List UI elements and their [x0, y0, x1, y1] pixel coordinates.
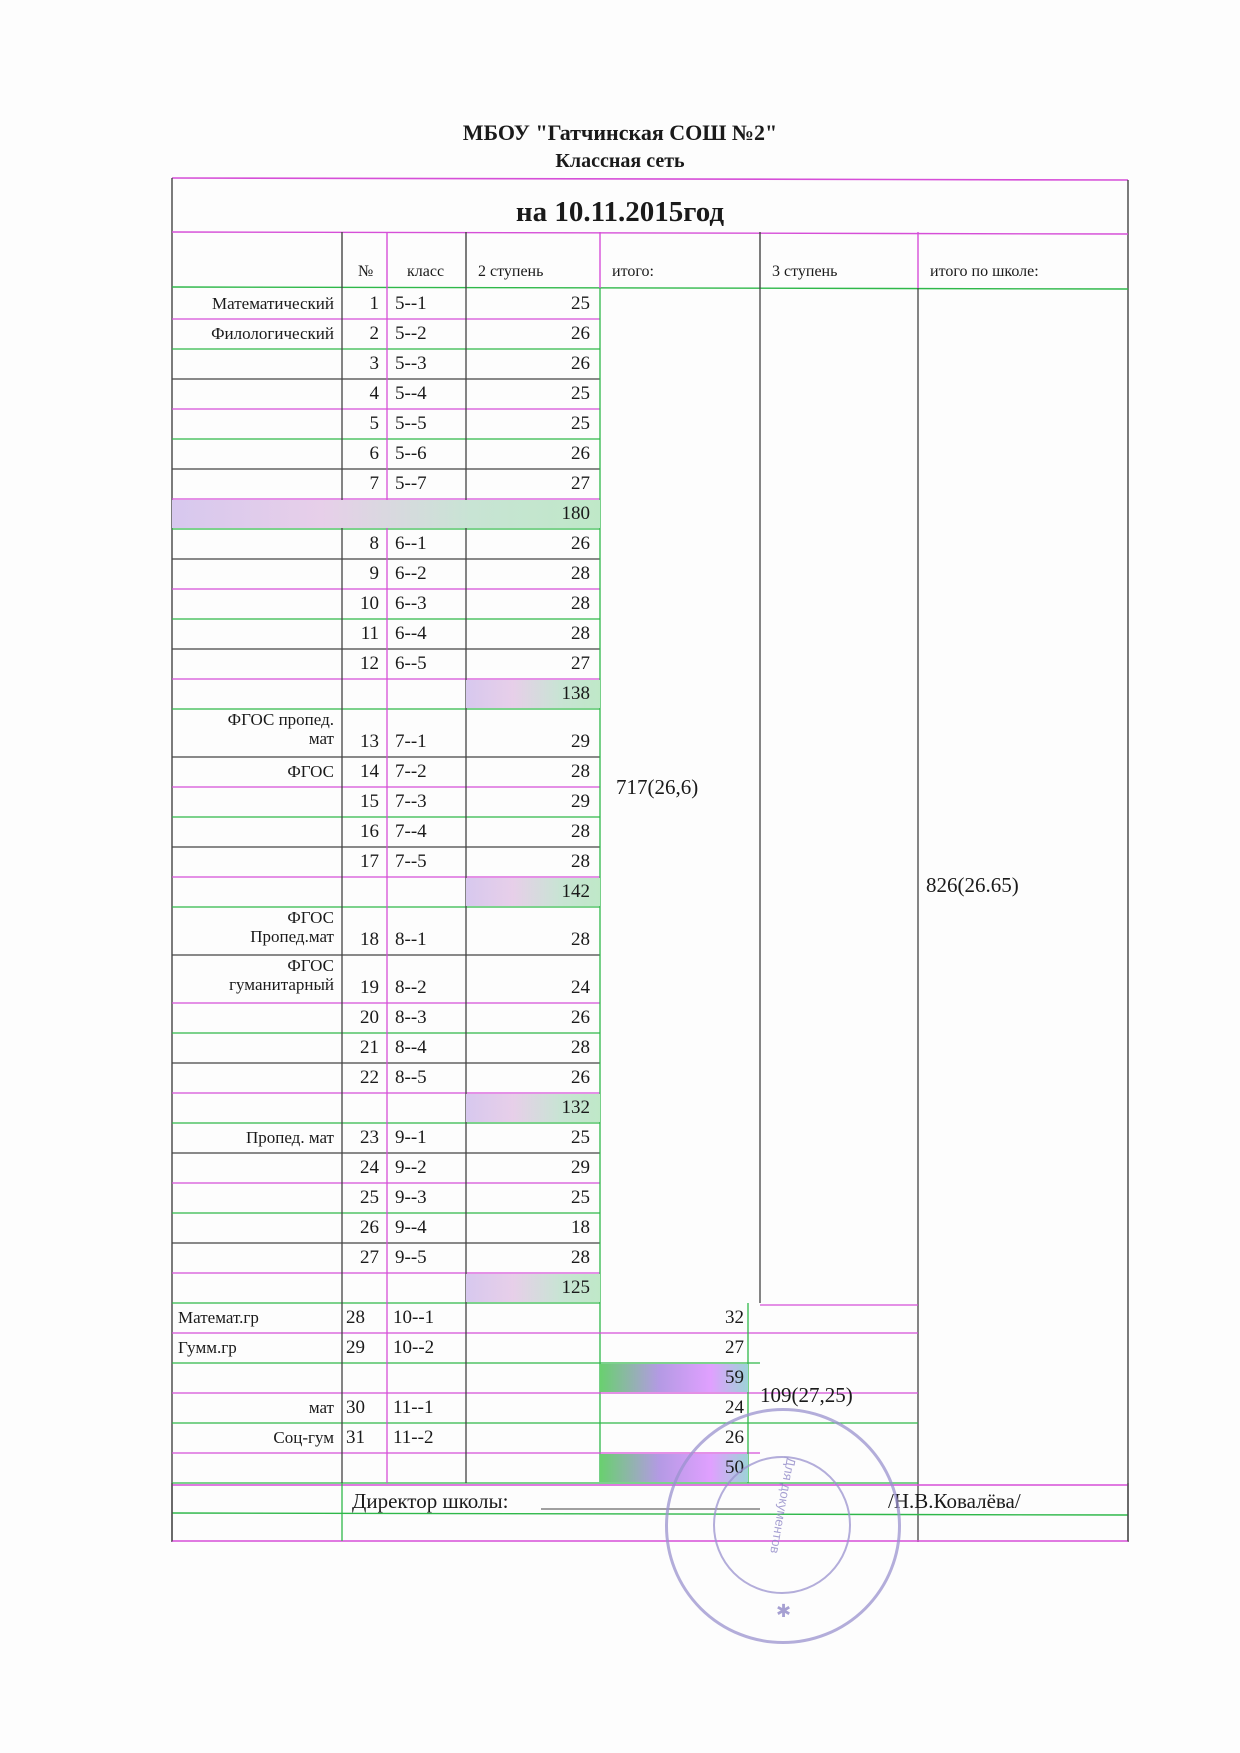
- document-subtitle: Классная сеть: [555, 150, 685, 172]
- class-number: 19: [360, 977, 379, 998]
- column-class-header: класс: [407, 263, 445, 280]
- stage3-total: 109(27,25): [760, 1383, 853, 1407]
- class-name: 5--4: [395, 383, 427, 404]
- class-number: 9: [369, 563, 379, 584]
- profile-label: Соц-гум: [273, 1428, 334, 1447]
- seal-text: Для документов: [767, 1456, 799, 1556]
- class-number: 10: [360, 593, 379, 614]
- student-count: 28: [571, 821, 590, 842]
- class-name: 9--3: [395, 1187, 427, 1208]
- profile-label: Гумм.гр: [178, 1338, 237, 1357]
- class-number: 17: [360, 851, 379, 872]
- class-number: 30: [346, 1397, 365, 1418]
- class-name: 9--1: [395, 1127, 427, 1148]
- profile-label: ФГОС: [287, 762, 334, 781]
- column-num-header: №: [358, 263, 374, 280]
- student-count: 24: [571, 977, 590, 998]
- class-number: 5: [369, 413, 379, 434]
- subtotal-value: 59: [725, 1367, 744, 1388]
- subtotal-value: 50: [725, 1457, 744, 1478]
- profile-label: ФГОС пропед. мат: [227, 710, 334, 748]
- class-name: 8--1: [395, 929, 427, 950]
- student-count: 26: [571, 533, 590, 554]
- class-number: 31: [346, 1427, 365, 1448]
- subtotal-value: 142: [561, 881, 590, 902]
- frame-top: [172, 178, 1128, 180]
- profile-label: Математический: [212, 294, 334, 313]
- column-stage3-header: 3 ступень: [772, 263, 838, 280]
- subtotal-value: 180: [561, 503, 590, 524]
- class-number: 13: [360, 731, 379, 752]
- class-number: 3: [369, 353, 379, 374]
- date-heading: на 10.11.2015год: [515, 196, 725, 228]
- class-number: 18: [360, 929, 379, 950]
- student-count: 29: [571, 1157, 590, 1178]
- student-count: 28: [571, 929, 590, 950]
- class-name: 5--5: [395, 413, 427, 434]
- column-school-total-header: итого по школе:: [930, 263, 1039, 280]
- class-name: 5--3: [395, 353, 427, 374]
- student-count: 28: [571, 851, 590, 872]
- class-number: 15: [360, 791, 379, 812]
- profile-label: Филологический: [211, 324, 334, 343]
- subtotal-value: 132: [561, 1097, 590, 1118]
- class-number: 11: [360, 623, 379, 644]
- class-number: 23: [360, 1127, 379, 1148]
- class-number: 24: [360, 1157, 379, 1178]
- class-number: 29: [346, 1337, 365, 1358]
- seal-star-icon: ✱: [776, 1601, 792, 1621]
- student-count: 24: [725, 1397, 744, 1418]
- class-name: 10--1: [393, 1307, 435, 1328]
- director-name: /Н.В.Ковалёва/: [888, 1489, 1021, 1513]
- student-count: 25: [571, 383, 590, 404]
- class-name: 5--7: [395, 473, 427, 494]
- class-name: 6--3: [395, 593, 427, 614]
- student-count: 28: [571, 623, 590, 644]
- class-number: 8: [369, 533, 379, 554]
- class-name: 7--3: [395, 791, 427, 812]
- student-count: 25: [571, 1127, 590, 1148]
- class-name: 9--4: [395, 1217, 427, 1238]
- student-count: 27: [725, 1337, 744, 1358]
- profile-label: Пропед. мат: [245, 1128, 334, 1147]
- class-name: 8--4: [395, 1037, 427, 1058]
- subtotal-value: 125: [561, 1277, 590, 1298]
- class-name: 8--2: [395, 977, 427, 998]
- class-name: 6--1: [395, 533, 427, 554]
- student-count: 29: [571, 731, 590, 752]
- class-number: 4: [369, 383, 379, 404]
- stage2-total: 717(26,6): [616, 775, 699, 799]
- class-name: 5--6: [395, 443, 427, 464]
- class-number: 2: [369, 323, 379, 344]
- student-count: 29: [571, 791, 590, 812]
- student-count: 26: [571, 1067, 590, 1088]
- class-number: 25: [360, 1187, 379, 1208]
- student-count: 25: [571, 293, 590, 314]
- student-count: 25: [571, 1187, 590, 1208]
- class-name: 10--2: [393, 1337, 435, 1358]
- class-name: 6--5: [395, 653, 427, 674]
- student-count: 27: [571, 653, 590, 674]
- profile-label: мат: [308, 1398, 334, 1417]
- student-count: 32: [725, 1307, 744, 1328]
- student-count: 26: [725, 1427, 744, 1448]
- director-label: Директор школы:: [352, 1489, 509, 1513]
- class-number: 7: [369, 473, 379, 494]
- class-name: 7--5: [395, 851, 427, 872]
- class-number: 16: [360, 821, 379, 842]
- class-number: 22: [360, 1067, 379, 1088]
- class-name: 7--4: [395, 821, 427, 842]
- class-name: 8--3: [395, 1007, 427, 1028]
- subtotal-value: 138: [561, 683, 590, 704]
- student-count: 28: [571, 1037, 590, 1058]
- class-name: 8--5: [395, 1067, 427, 1088]
- student-count: 28: [571, 593, 590, 614]
- student-count: 28: [571, 563, 590, 584]
- class-number: 26: [360, 1217, 379, 1238]
- date-row-bottom: [172, 232, 1128, 234]
- class-name: 11--1: [393, 1397, 434, 1418]
- class-number: 20: [360, 1007, 379, 1028]
- header-row-bottom: [172, 287, 1128, 289]
- student-count: 18: [571, 1217, 590, 1238]
- school-total: 826(26.65): [926, 873, 1019, 897]
- class-number: 28: [346, 1307, 365, 1328]
- class-number: 6: [369, 443, 379, 464]
- class-name: 6--4: [395, 623, 427, 644]
- class-name: 5--2: [395, 323, 427, 344]
- class-name: 9--5: [395, 1247, 427, 1268]
- class-name: 7--1: [395, 731, 427, 752]
- class-number: 21: [360, 1037, 379, 1058]
- column-stage2-header: 2 ступень: [478, 263, 544, 280]
- class-name: 6--2: [395, 563, 427, 584]
- class-name: 9--2: [395, 1157, 427, 1178]
- student-count: 28: [571, 1247, 590, 1268]
- column-total-header: итого:: [612, 263, 654, 280]
- class-number: 1: [369, 293, 379, 314]
- school-title: МБОУ "Гатчинская СОШ №2": [462, 120, 778, 145]
- class-name: 5--1: [395, 293, 427, 314]
- student-count: 27: [571, 473, 590, 494]
- profile-label: Математ.гр: [178, 1308, 259, 1327]
- student-count: 26: [571, 1007, 590, 1028]
- student-count: 28: [571, 761, 590, 782]
- student-count: 26: [571, 323, 590, 344]
- class-name: 11--2: [393, 1427, 434, 1448]
- student-count: 25: [571, 413, 590, 434]
- student-count: 26: [571, 443, 590, 464]
- class-number: 27: [360, 1247, 379, 1268]
- profile-label: ФГОС Пропед.мат: [250, 908, 334, 946]
- class-name: 7--2: [395, 761, 427, 782]
- official-seal: [665, 1408, 901, 1644]
- student-count: 26: [571, 353, 590, 374]
- class-number: 14: [360, 761, 379, 782]
- class-number: 12: [360, 653, 379, 674]
- profile-label: ФГОС гуманитарный: [229, 956, 334, 994]
